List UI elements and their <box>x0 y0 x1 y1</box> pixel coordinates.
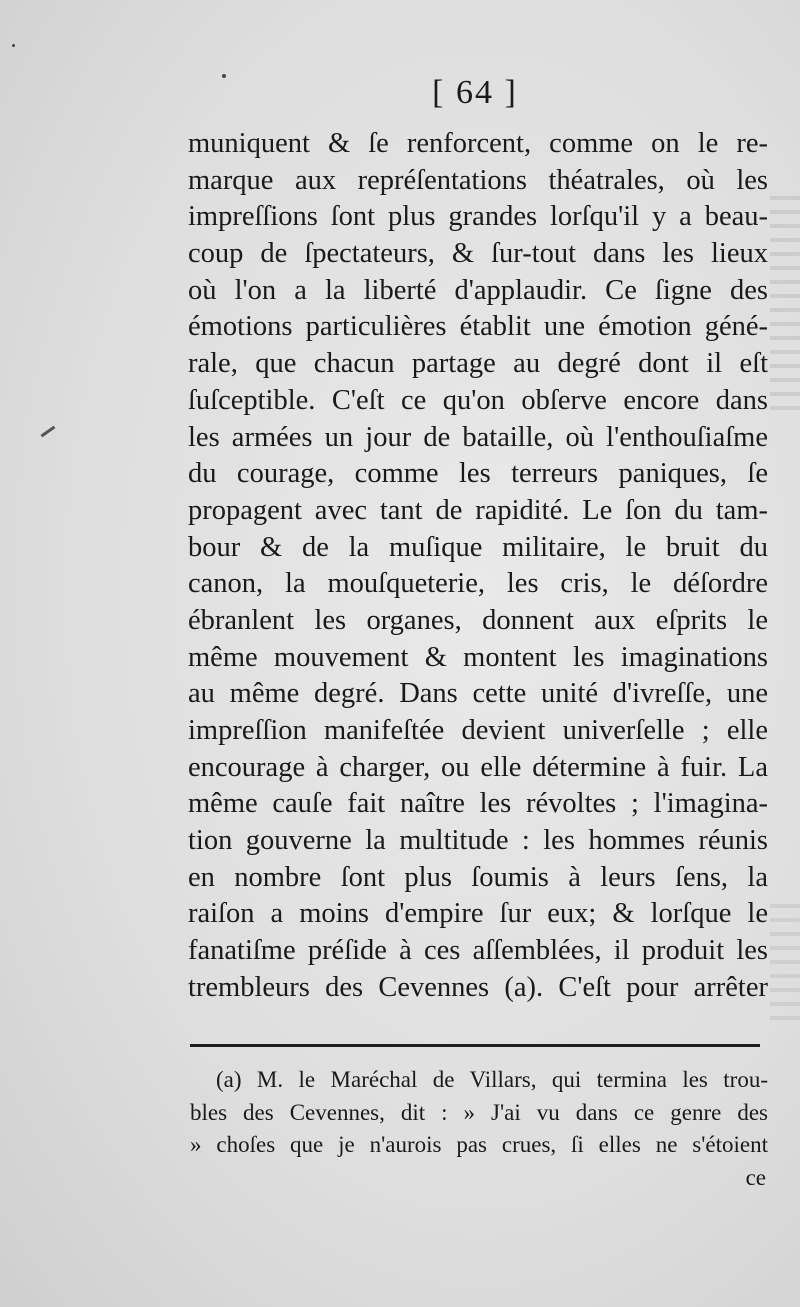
catchword: ce <box>745 1165 766 1190</box>
margin-mark <box>41 426 56 438</box>
footnote-line: » choſes que je n'aurois pas crues, ſi elles ne s'étoient <box>190 1132 768 1157</box>
body-line: raiſon a moins d'empire ſur eux; & lorſque le <box>188 898 768 930</box>
body-line: trembleurs des Cevennes (a). C'eſt pour arrêter <box>188 971 768 1003</box>
body-line: du courage, comme les terreurs paniques, ſe <box>188 458 768 490</box>
body-line: même cauſe fait naître les révoltes ; l'imagina- <box>188 788 768 820</box>
footnote <box>190 1064 768 1162</box>
body-line: tion gouverne la multitude : les hommes réunis <box>188 825 768 857</box>
body-line: bour & de la muſique militaire, le bruit du <box>188 531 768 563</box>
body-line: même mouvement & montent les imaginations <box>188 641 768 673</box>
body-line: impreſſions ſont plus grandes lorſqu'il y a beau- <box>188 201 768 233</box>
footnote-line: (a) M. le Maréchal de Villars, qui termina les trou- <box>216 1067 768 1092</box>
show-through-text <box>770 190 800 410</box>
body-line: rale, que chacun partage au degré dont il eſt <box>188 348 768 380</box>
body-line: au même degré. Dans cette unité d'ivreſſe, une <box>188 678 768 710</box>
body-line: encourage à charger, ou elle détermine à fuir. La <box>188 751 768 783</box>
body-line: impreſſion manifeſtée devient univerſelle ; elle <box>188 715 768 746</box>
footnote-line: bles des Cevennes, dit : » J'ai vu dans ce genre des <box>190 1099 768 1125</box>
body-line: où l'on a la liberté d'applaudir. Ce ſigne des <box>188 274 768 306</box>
body-line: marque aux repréſentations théatrales, où les <box>188 164 768 196</box>
body-line: les armées un jour de bataille, où l'enthouſiaſme <box>188 421 768 453</box>
body-line: fanatiſme préſide à ces aſſemblées, il produit les <box>188 935 768 967</box>
page-number: [ 64 ] <box>432 74 518 111</box>
body-line: ſuſceptible. C'eſt ce qu'on obſerve encore dans <box>188 384 768 416</box>
footnote-rule <box>190 1044 760 1047</box>
show-through-text <box>770 900 800 1020</box>
body-line: émotions particulières établit une émotion géné- <box>188 311 768 343</box>
body-line: en nombre ſont plus ſoumis à leurs ſens, la <box>188 861 768 893</box>
body-line: canon, la mouſqueterie, les cris, le déſordre <box>188 568 768 600</box>
body-line: muniquent & ſe renforcent, comme on le re- <box>188 128 768 159</box>
body-text <box>188 126 768 1007</box>
ink-speck <box>12 44 15 47</box>
body-line: coup de ſpectateurs, & ſur-tout dans les lieux <box>188 238 768 270</box>
body-line: propagent avec tant de rapidité. Le ſon du tam- <box>188 494 768 526</box>
body-line: ébranlent les organes, donnent aux eſprits le <box>188 604 768 636</box>
